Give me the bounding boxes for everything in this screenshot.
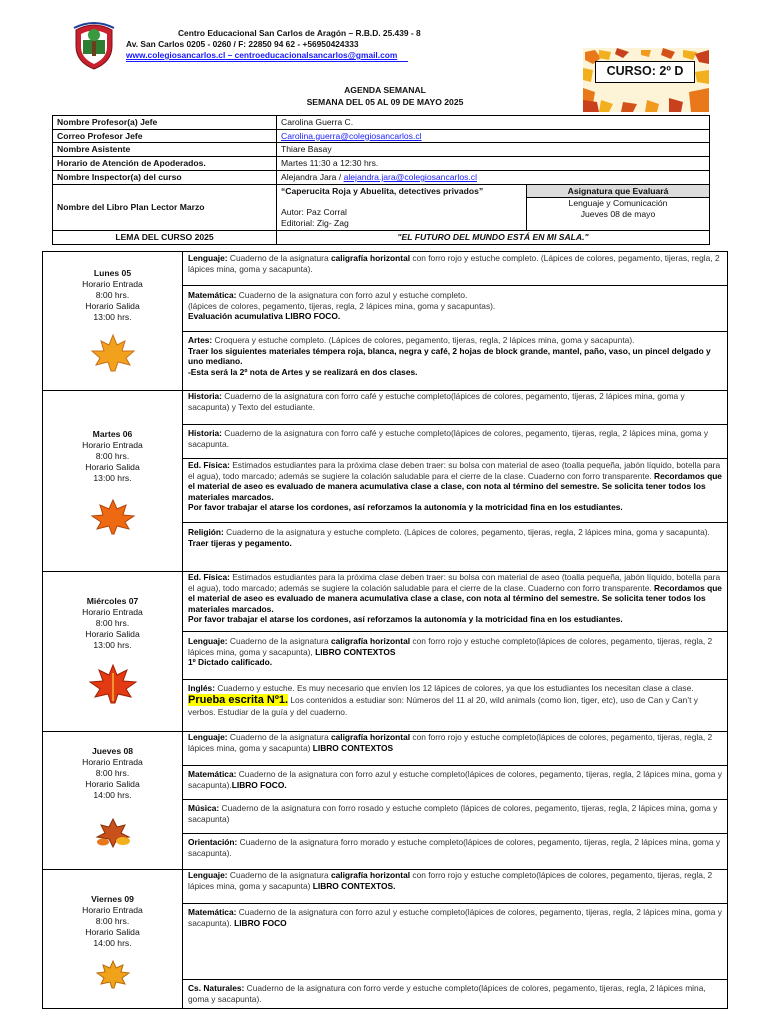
entry-time-label: Horario Entrada (82, 439, 143, 450)
subject-name: Inglés: (188, 683, 215, 693)
eval-date: Jueves 08 de mayo (580, 209, 656, 220)
subject-entry (183, 732, 727, 766)
info-row (53, 129, 710, 143)
entry-text: Croquera y estuche completo. (Lápices de colores, pegamento, tijeras, regla, 2 lápices mina, goma y sacapunta). (212, 335, 635, 345)
subject-name: Historia: (188, 428, 222, 438)
entry-text: Cuaderno de la asignatura con forro rosado y estuche completo (lápices de colores, pegamento, tijeras, regla, 2 lápices mina, goma y sacapunta) (188, 803, 718, 824)
exit-time-label: Horario Salida (85, 628, 140, 639)
entry-text: Cuaderno de la asignatura con forro café y estuche completo(lápices de colores, pegamento, tijeras, 2 lápices mina, goma y sacapunta) y Texto del estudiante. (188, 391, 685, 412)
maple-leaf-icon (96, 959, 130, 989)
info-row (53, 230, 710, 244)
info-value (277, 170, 710, 184)
entry-text: Cuaderno de la asignatura forro morado y estuche completo(lápices de colores, pegamento, tijeras, regla, 2 lápices mina, goma y sacapunta). (188, 837, 721, 858)
day-row-thursday (43, 732, 728, 870)
school-name: Centro Educacional San Carlos de Aragón – R.B.D. 25.439 - 8 (178, 28, 421, 38)
entry-text: LIBRO CONTEXTOS (312, 742, 394, 753)
subject-name: Lenguaje: (188, 253, 228, 263)
entry-text: con forro rojo y estuche completo(lápices de colores, pegamento, tijeras, regla, 2 lápices mina, goma y sacapunta) (188, 870, 713, 891)
subject-name: Lenguaje: (188, 636, 228, 646)
lema-label: LEMA DEL CURSO 2025 (53, 230, 277, 244)
eval-cell (527, 184, 710, 230)
subject-entry (183, 459, 727, 523)
entry-text: (lápices de colores, pegamento, tijeras, regla, 2 lápices mina, goma y sacapuntas). (188, 300, 496, 311)
entry-text: LIBRO FOCO. (231, 779, 287, 790)
entry-time: 8:00 hrs. (95, 289, 130, 300)
subject-entry (183, 834, 727, 860)
school-email-link[interactable]: centroeducacionalsancarlos@gmail.com (234, 50, 398, 60)
entry-text: LIBRO CONTEXTOS. (312, 880, 396, 891)
subject-name: Lenguaje: (188, 870, 228, 880)
day-row-tuesday (43, 391, 728, 572)
weekly-schedule (42, 251, 728, 1009)
entry-time: 8:00 hrs. (95, 767, 130, 778)
school-info (126, 28, 546, 61)
subject-entry (183, 572, 727, 632)
header-divider (126, 61, 408, 62)
day-row-monday (43, 252, 728, 391)
entry-text: -Esta será la 2º nota de Artes y se realizará en dos clases. (188, 366, 418, 377)
subject-name: Matemática: (188, 907, 237, 917)
info-value: Martes 11:30 a 12:30 hrs. (277, 157, 710, 171)
subject-entry (183, 425, 727, 459)
entry-text: Cuaderno de la asignatura con forro verde y estuche completo(lápices de colores, pegamento, tijeras, regla, 2 lápices mina, goma y sacapunta). (188, 983, 706, 1004)
book-editorial: Editorial: Zig- Zag (281, 218, 349, 229)
info-value (277, 129, 710, 143)
entry-text: Traer los siguientes materiales témpera roja, blanca, negra y café, 2 hojas de block grande, mantel, paño, vaso, un pincel delgado y uno mediano. (188, 345, 711, 366)
page-title: AGENDA SEMANAL (344, 85, 426, 95)
subject-entry (183, 870, 727, 904)
subjects-cell (183, 870, 728, 1009)
day-name: Lunes 05 (93, 268, 132, 278)
entry-text: Estimados estudiantes para la próxima clase deben traer: su bolsa con material de aseo (toalla pequeña, jabón líquido, botella para el agua), todo marcado; además se sugiere la colación saludable para el cierre de la clase. Cuaderno con forro transparente. (188, 572, 721, 593)
entry-text: Cuaderno y estuche. Es muy necesario que envíen los 12 lápices de colores, ya que los estudiantes los necesitan clase a clase. (215, 683, 694, 693)
exit-time-label: Horario Salida (85, 778, 140, 789)
subject-name: Matemática: (188, 290, 237, 300)
lema-value: "EL FUTURO DEL MUNDO ESTÁ EN MI SALA." (277, 230, 710, 244)
agenda-title (200, 84, 570, 108)
entry-text: con forro rojo y estuche completo(lápices de colores, pegamento, tijeras, regla, 2 lápices mina, goma y sacapunta) (188, 732, 713, 753)
exit-time-label: Horario Salida (85, 461, 140, 472)
info-value: Carolina Guerra C. (277, 116, 710, 130)
subject-name: Ed. Física: (188, 572, 230, 582)
day-cell (43, 870, 183, 1009)
teacher-email-link[interactable]: Carolina.guerra@colegiosancarlos.cl (281, 130, 422, 141)
entry-text: Cuaderno de la asignatura (227, 636, 331, 646)
day-name: Viernes 09 (91, 894, 134, 904)
subject-name: Música: (188, 803, 220, 813)
info-label: Horario de Atención de Apoderados. (53, 157, 277, 171)
subject-entry (183, 286, 727, 332)
entry-time-label: Horario Entrada (82, 756, 143, 767)
entry-time: 8:00 hrs. (95, 450, 130, 461)
entry-text: Cuaderno de la asignatura con forro azul y estuche completo(lápices de colores, pegamento, tijeras, regla, 2 lápices mina, goma y sacapunta). (188, 907, 722, 928)
exit-time: 14:00 hrs. (93, 937, 132, 948)
entry-text: Cuaderno de la asignatura (227, 732, 331, 742)
subject-entry (183, 766, 727, 800)
entry-text: con forro rojo y estuche completo. (Lápices de colores, pegamento, tijeras, regla, 2 lápices mina, goma y sacapunta). (188, 253, 720, 274)
info-label: Nombre Inspector(a) del curso (53, 170, 277, 184)
entry-text: LIBRO FOCO (234, 917, 287, 928)
day-name: Miércoles 07 (86, 596, 139, 606)
entry-text: Cuaderno de la asignatura y estuche completo. (Lápices de colores, pegamento, tijeras, regla, 2 lápices mina, goma y sacapunta). (223, 527, 710, 537)
info-row (53, 143, 710, 157)
maple-leaf-icon (88, 663, 138, 705)
inspector-email-link[interactable]: alejandra.jara@colegiosancarlos.cl (343, 171, 477, 182)
subject-entry (183, 980, 727, 1006)
school-crest-icon (72, 20, 116, 70)
subjects-cell (183, 252, 728, 391)
subjects-cell (183, 391, 728, 572)
day-cell (43, 732, 183, 870)
subjects-cell (183, 732, 728, 870)
entry-text: Cuaderno de la asignatura con forro azul y estuche completo(lápices de colores, pegamento, tijeras, regla, 2 lápices mina, goma y sacapunta). (188, 769, 722, 790)
eval-header: Asignatura que Evaluará (527, 185, 709, 199)
entry-time: 8:00 hrs. (95, 915, 130, 926)
entry-text: Cuaderno de la asignatura con forro café y estuche completo(lápices de colores, pegamento, tijeras, regla, 2 lápices mina, goma y sacapunta. (188, 428, 709, 449)
entry-text: Recordamos que el material de aseo es evaluado de manera acumulativa clase a clase, con nota al término del semestre. Se solicita tener todos los materiales marcados. (188, 582, 722, 614)
subject-name: Lenguaje: (188, 732, 228, 742)
school-website-link[interactable]: www.colegiosancarlos.cl (126, 50, 226, 60)
entry-text: caligrafía horizontal (330, 870, 411, 880)
exam-highlight: Prueba escrita Nº1. (188, 693, 289, 706)
day-cell (43, 391, 183, 572)
subjects-cell (183, 572, 728, 732)
subject-name: Matemática: (188, 769, 237, 779)
entry-text: Cuaderno de la asignatura con forro azul y estuche completo. (236, 290, 468, 300)
info-label: Nombre Asistente (53, 143, 277, 157)
subject-entry (183, 523, 727, 550)
entry-text: con forro rojo y estuche completo(lápices de colores, pegamento, tijeras, regla, 2 lápices mina, goma y sacapunta), (188, 636, 713, 657)
subject-name: Artes: (188, 335, 213, 345)
entry-text: Por favor trabajar el atarse los cordones, así reforzamos la autonomía y la motricidad fina en los estudiantes. (188, 502, 623, 512)
curso-banner (583, 48, 709, 112)
entry-text: Estimados estudiantes para la próxima clase deben traer: su bolsa con material de aseo (toalla pequeña, jabón líquido, botella para el agua), todo marcado; además se sugiere la colación saludable para el cierre de la clase. Cuaderno con forro transparente. (188, 460, 721, 481)
entry-text: Evaluación acumulativa LIBRO FOCO. (188, 311, 341, 321)
entry-time-label: Horario Entrada (82, 904, 143, 915)
school-address: Av. San Carlos 0205 - 0260 / F: 22850 94 62 - +56950424333 (126, 39, 359, 49)
subject-entry (183, 680, 727, 720)
subject-name: Historia: (188, 391, 222, 401)
day-row-friday (43, 870, 728, 1009)
book-title: “Caperucita Roja y Abuelita, detectives privados” (281, 185, 484, 196)
exit-time-label: Horario Salida (85, 300, 140, 311)
info-label: Correo Profesor Jefe (53, 129, 277, 143)
book-author: Autor: Paz Corral (281, 207, 347, 218)
inspector-name: Alejandra Jara / (281, 171, 344, 182)
page-header (0, 0, 768, 250)
day-cell (43, 572, 183, 732)
autumn-leaves-icon (93, 815, 133, 849)
info-row (53, 116, 710, 130)
entry-text: Cuaderno de la asignatura (227, 253, 331, 263)
entry-text: Por favor trabajar el atarse los cordones, así reforzamos la autonomía y la motricidad fina en los estudiantes. (188, 614, 623, 624)
info-row (53, 170, 710, 184)
school-contact (126, 50, 546, 61)
entry-text: caligrafía horizontal (330, 636, 411, 646)
entry-text: 1º Dictado calificado. (188, 657, 273, 667)
info-label: Nombre del Libro Plan Lector Marzo (53, 184, 277, 230)
entry-text: Traer tijeras y pegamento. (188, 537, 292, 548)
day-row-wednesday (43, 572, 728, 732)
subject-name: Ed. Física: (188, 460, 230, 470)
exit-time-label: Horario Salida (85, 926, 140, 937)
day-name: Martes 06 (92, 429, 133, 439)
subject-entry (183, 332, 727, 379)
info-table (52, 115, 710, 245)
entry-text: caligrafía horizontal (330, 732, 411, 742)
subject-name: Cs. Naturales: (188, 983, 245, 993)
entry-text: Recordamos que el material de aseo es evaluado de manera acumulativa clase a clase, con nota al término del semestre. Se solicita tener todos los materiales marcados. (188, 470, 722, 502)
subject-name: Orientación: (188, 837, 238, 847)
subject-entry (183, 252, 727, 286)
entry-text: caligrafía horizontal (330, 253, 411, 263)
subject-entry (183, 632, 727, 680)
info-row (53, 184, 710, 230)
maple-leaf-icon (90, 333, 136, 373)
contact-separator: – (225, 50, 235, 60)
book-cell (277, 184, 527, 230)
info-row (53, 157, 710, 171)
eval-subject: Lenguaje y Comunicación (568, 198, 668, 209)
exit-time: 13:00 hrs. (93, 311, 132, 322)
entry-text: LIBRO CONTEXTOS (315, 646, 396, 657)
subject-entry (183, 800, 727, 834)
maple-leaf-icon (90, 498, 136, 536)
page-subtitle: SEMANA DEL 05 AL 09 DE MAYO 2025 (306, 97, 464, 107)
entry-time-label: Horario Entrada (82, 606, 143, 617)
day-cell (43, 252, 183, 391)
info-value: Thiare Basay (277, 143, 710, 157)
subject-name: Religión: (188, 527, 224, 537)
entry-time-label: Horario Entrada (82, 278, 143, 289)
exit-time: 13:00 hrs. (93, 639, 132, 650)
entry-time: 8:00 hrs. (95, 617, 130, 628)
entry-text: Cuaderno de la asignatura (227, 870, 331, 880)
subject-entry (183, 391, 727, 425)
info-label: Nombre Profesor(a) Jefe (53, 116, 277, 130)
subject-entry (183, 904, 727, 980)
entry-text: Los contenidos a estudiar son: Números del 11 al 20, wild animals (como lion, tiger, etc), uso de Can y Can’t y verbos. Estudiar de la guía y del cuaderno. (188, 694, 698, 718)
exit-time: 14:00 hrs. (93, 789, 132, 800)
exit-time: 13:00 hrs. (93, 472, 132, 483)
day-name: Jueves 08 (91, 746, 134, 756)
curso-label: CURSO: 2º D (595, 61, 695, 83)
